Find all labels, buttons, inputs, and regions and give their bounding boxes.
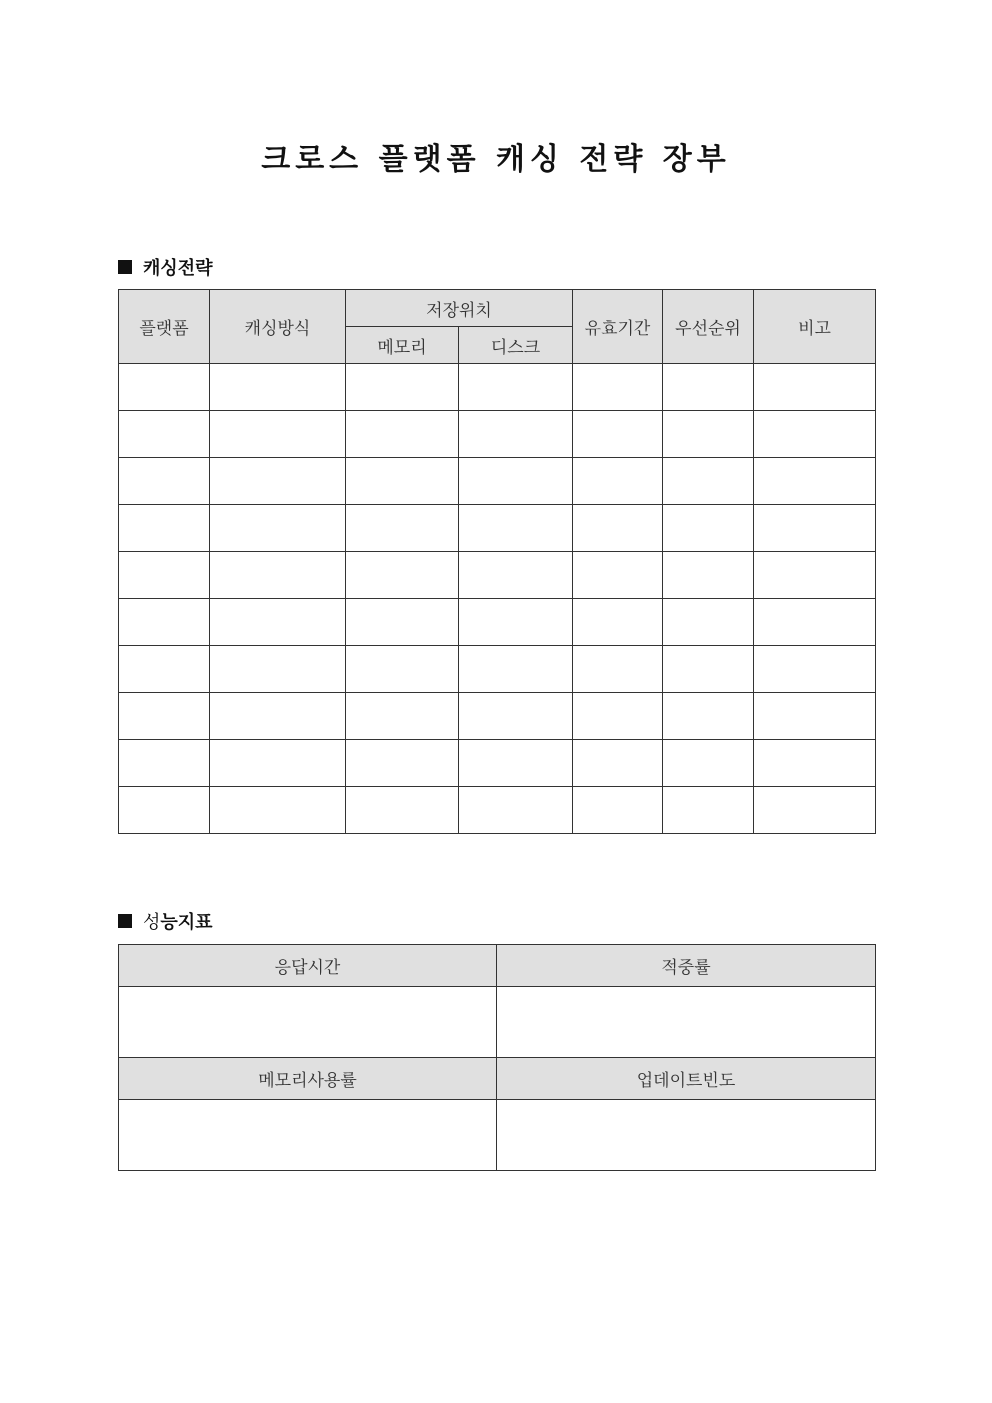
cell-platform[interactable] (119, 505, 210, 552)
cell-memory[interactable] (346, 646, 459, 693)
cell-hit-rate[interactable] (497, 987, 876, 1058)
cell-priority[interactable] (663, 599, 754, 646)
table-row (119, 458, 876, 505)
table-row (119, 411, 876, 458)
header-response-time: 응답시간 (119, 945, 497, 987)
header-storage-location: 저장위치 (346, 290, 573, 327)
cell-memory[interactable] (346, 552, 459, 599)
cell-memory[interactable] (346, 787, 459, 834)
cell-priority[interactable] (663, 411, 754, 458)
cell-memory[interactable] (346, 599, 459, 646)
caching-strategy-table (118, 289, 876, 834)
header-update-frequency: 업데이트빈도 (497, 1058, 876, 1100)
cell-priority[interactable] (663, 693, 754, 740)
cell-memory[interactable] (346, 411, 459, 458)
table-row (119, 552, 876, 599)
cell-platform[interactable] (119, 740, 210, 787)
cell-method[interactable] (210, 693, 346, 740)
cell-priority[interactable] (663, 740, 754, 787)
cell-note[interactable] (754, 740, 876, 787)
cell-platform[interactable] (119, 693, 210, 740)
cell-method[interactable] (210, 646, 346, 693)
cell-disk[interactable] (459, 364, 573, 411)
cell-disk[interactable] (459, 411, 573, 458)
cell-platform[interactable] (119, 458, 210, 505)
cell-platform[interactable] (119, 646, 210, 693)
header-priority: 우선순위 (663, 290, 754, 364)
section-heading-label: 능지표 (160, 912, 213, 933)
header-caching-method: 캐싱방식 (210, 290, 346, 364)
cell-disk[interactable] (459, 740, 573, 787)
cell-priority[interactable] (663, 505, 754, 552)
cell-note[interactable] (754, 364, 876, 411)
cell-disk[interactable] (459, 552, 573, 599)
cell-memory[interactable] (346, 740, 459, 787)
cell-priority[interactable] (663, 458, 754, 505)
square-bullet-icon (118, 914, 132, 928)
cell-note[interactable] (754, 458, 876, 505)
cell-ttl[interactable] (573, 364, 663, 411)
table-row (119, 505, 876, 552)
cell-method[interactable] (210, 787, 346, 834)
cell-method[interactable] (210, 505, 346, 552)
cell-ttl[interactable] (573, 505, 663, 552)
section-heading-label: 캐싱전략 (143, 258, 213, 279)
table-row (119, 646, 876, 693)
cell-disk[interactable] (459, 646, 573, 693)
cell-note[interactable] (754, 599, 876, 646)
cell-method[interactable] (210, 364, 346, 411)
cell-memory[interactable] (346, 693, 459, 740)
cell-method[interactable] (210, 599, 346, 646)
page-title: 크로스 플랫폼 캐싱 전략 장부 (261, 142, 731, 177)
cell-ttl[interactable] (573, 599, 663, 646)
cell-memory-usage[interactable] (119, 1100, 497, 1171)
cell-note[interactable] (754, 411, 876, 458)
cell-ttl[interactable] (573, 646, 663, 693)
cell-platform[interactable] (119, 787, 210, 834)
cell-ttl[interactable] (573, 787, 663, 834)
cell-ttl[interactable] (573, 740, 663, 787)
cell-response-time[interactable] (119, 987, 497, 1058)
cell-note[interactable] (754, 787, 876, 834)
header-note: 비고 (754, 290, 876, 364)
section-heading-caching-strategy (118, 254, 213, 280)
section-heading-performance (118, 908, 213, 934)
table-row (119, 599, 876, 646)
cell-memory[interactable] (346, 505, 459, 552)
cell-priority[interactable] (663, 552, 754, 599)
cell-ttl[interactable] (573, 411, 663, 458)
cell-platform[interactable] (119, 364, 210, 411)
cell-memory[interactable] (346, 458, 459, 505)
cell-priority[interactable] (663, 787, 754, 834)
performance-table (118, 944, 876, 1171)
cell-ttl[interactable] (573, 552, 663, 599)
cell-disk[interactable] (459, 599, 573, 646)
header-ttl: 유효기간 (573, 290, 663, 364)
cell-disk[interactable] (459, 787, 573, 834)
cell-method[interactable] (210, 552, 346, 599)
header-platform: 플랫폼 (119, 290, 210, 364)
cell-platform[interactable] (119, 552, 210, 599)
cell-memory[interactable] (346, 364, 459, 411)
table-row (119, 364, 876, 411)
cell-method[interactable] (210, 458, 346, 505)
cell-method[interactable] (210, 411, 346, 458)
cell-priority[interactable] (663, 646, 754, 693)
cell-platform[interactable] (119, 411, 210, 458)
cell-disk[interactable] (459, 693, 573, 740)
cell-note[interactable] (754, 693, 876, 740)
cell-method[interactable] (210, 740, 346, 787)
header-disk: 디스크 (459, 327, 573, 364)
section-heading-prefix: 성 (143, 912, 161, 933)
header-memory-usage: 메모리사용률 (119, 1058, 497, 1100)
cell-note[interactable] (754, 505, 876, 552)
cell-update-frequency[interactable] (497, 1100, 876, 1171)
cell-note[interactable] (754, 552, 876, 599)
table-row (119, 740, 876, 787)
cell-priority[interactable] (663, 364, 754, 411)
cell-disk[interactable] (459, 458, 573, 505)
cell-note[interactable] (754, 646, 876, 693)
table-row (119, 787, 876, 834)
cell-ttl[interactable] (573, 458, 663, 505)
cell-platform[interactable] (119, 599, 210, 646)
header-memory: 메모리 (346, 327, 459, 364)
cell-ttl[interactable] (573, 693, 663, 740)
table-row (119, 693, 876, 740)
header-hit-rate: 적중률 (497, 945, 876, 987)
square-bullet-icon (118, 260, 132, 274)
cell-disk[interactable] (459, 505, 573, 552)
